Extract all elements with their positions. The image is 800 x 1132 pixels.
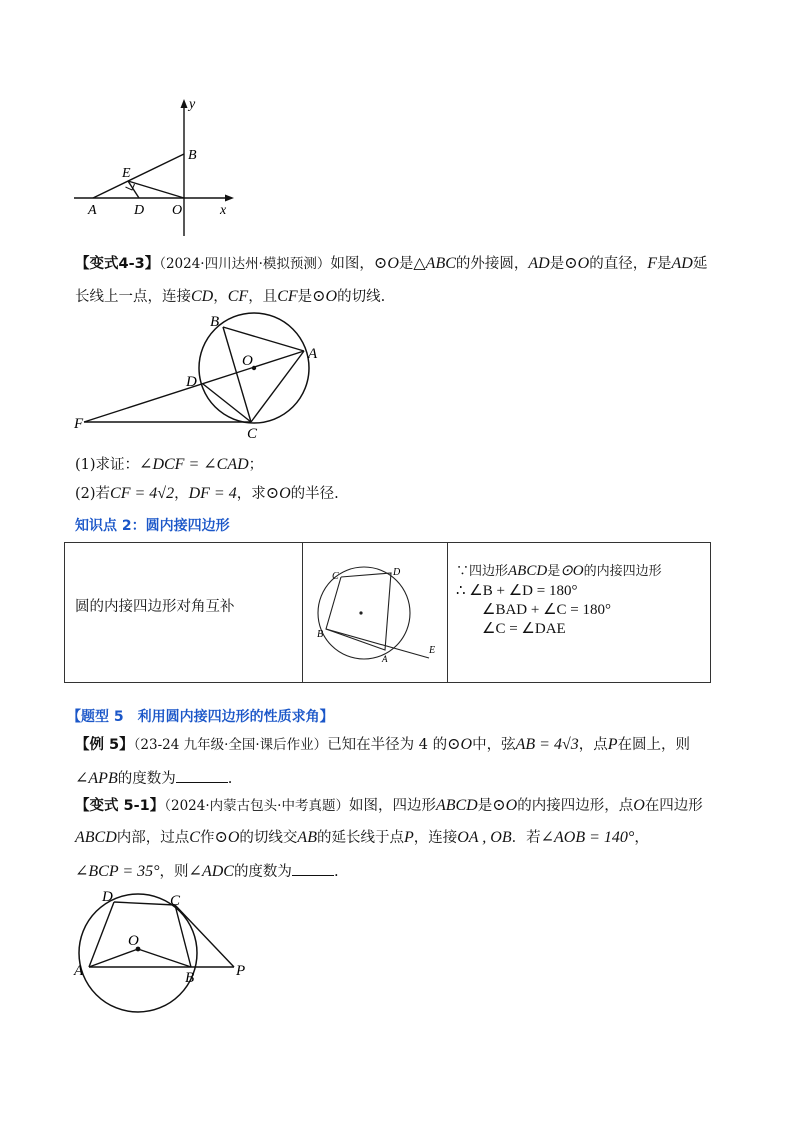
text: ∠C = ∠DAE: [482, 621, 566, 637]
text: ∴ ∠B + ∠D = 180°: [456, 583, 578, 599]
text: ∠BAD + ∠C = 180°: [482, 602, 611, 618]
math-angle-aob: ∠AOB = 140°: [540, 829, 635, 846]
math-f: F: [647, 255, 657, 272]
text: 如图，: [330, 256, 374, 272]
math-c: C: [189, 829, 200, 846]
label-A: A: [382, 654, 388, 663]
answer-blank[interactable]: [176, 768, 228, 783]
math-ab: AB: [297, 829, 317, 846]
variant51-tag: 【变式 5-1】: [75, 798, 165, 814]
math-ad: AD: [528, 255, 550, 272]
math-o: O: [633, 797, 645, 814]
label-y: y: [189, 97, 196, 112]
text: 是: [549, 256, 565, 272]
text: ，: [174, 486, 189, 502]
text: 是: [398, 256, 414, 272]
math-angle-apb: ∠APB: [75, 770, 118, 787]
label-P: P: [236, 963, 246, 979]
variant43-tag: 【变式4-3】: [75, 256, 160, 272]
text: 的外接圆，: [455, 256, 529, 272]
table-cell-reasoning: [448, 543, 710, 682]
label-B: B: [210, 314, 220, 330]
table-cell-text: [65, 543, 303, 682]
math-cd: CD: [191, 288, 214, 305]
label-D: D: [102, 889, 113, 905]
y-axis-arrow-icon: [181, 99, 188, 108]
math-circle-o: ⊙O: [492, 797, 518, 814]
text: 的切线交: [239, 830, 298, 846]
text: .: [227, 771, 233, 787]
text: ，连接: [413, 830, 458, 846]
text: 的直径，: [589, 256, 648, 272]
math-circle-o: ⊙O: [265, 485, 291, 502]
math-angle-eq: ∠DCF = ∠CAD: [139, 456, 249, 473]
label-O: O: [172, 203, 183, 218]
text: 在圆上，则: [617, 737, 691, 753]
reasoning-line4: [482, 619, 566, 640]
variant43-source: （2024·四川达州·模拟预测）: [159, 256, 331, 272]
variant51-line3: [75, 861, 339, 882]
variant43-question1: [75, 455, 263, 475]
text: 长线上一点，连接: [75, 289, 191, 305]
text: 的度数为: [117, 771, 176, 787]
text: 是: [547, 564, 561, 579]
text: ，点: [578, 737, 608, 753]
text: 是: [477, 798, 493, 814]
text: 是: [656, 256, 672, 272]
label-C: C: [247, 426, 258, 442]
type5-title: 【题型 5 利用圆内接四边形的性质求角】: [67, 709, 334, 725]
text: 作: [199, 830, 215, 846]
label-D: D: [186, 374, 197, 390]
cell-statement: 圆的内接四边形对角互补: [75, 599, 235, 615]
center-dot-icon: [359, 611, 362, 614]
figure-cyclic-quad-tangent: [64, 885, 264, 1015]
text: ，: [634, 830, 649, 846]
label-x: x: [220, 203, 227, 218]
text: .: [333, 864, 339, 880]
label-O: O: [242, 353, 253, 369]
example5-line2: [75, 768, 232, 789]
math-angle-adc: ∠ADC: [188, 863, 234, 880]
math-circle-o: ⊙O: [214, 829, 240, 846]
label-A: A: [88, 203, 97, 218]
label-E: E: [429, 645, 436, 656]
variant43-question2: [75, 484, 339, 504]
figure-inscribed-quad: [309, 563, 445, 663]
text: ∵四边形: [456, 564, 509, 579]
answer-blank[interactable]: [292, 861, 334, 876]
math-p: P: [403, 829, 414, 846]
variant51-source: （2024·内蒙古包头·中考真题）: [164, 798, 349, 814]
figure-circle-tangent: [64, 310, 334, 445]
label-B: B: [185, 970, 195, 986]
math-circle-o: ⊙O: [373, 255, 399, 272]
text: (1)求证：: [75, 457, 140, 473]
text: ．若: [511, 830, 541, 846]
variant43-line1: [75, 254, 707, 274]
text: 如图，四边形: [348, 798, 436, 814]
variant43-line2: [75, 287, 385, 307]
math-abcd: ABCD: [508, 563, 548, 579]
math-cf-value: CF = 4√2: [110, 485, 175, 502]
text: ，: [213, 289, 228, 305]
reasoning-line3: [482, 600, 611, 621]
label-A: A: [308, 346, 318, 362]
text: ，则: [159, 864, 189, 880]
knowledge2-table: [64, 542, 711, 683]
x-axis-arrow-icon: [225, 195, 234, 202]
example5-line1: [75, 735, 690, 755]
text: ，求: [236, 486, 266, 502]
text: 已知在半径为 4 的: [327, 737, 448, 753]
text: 的延长线于点: [316, 830, 404, 846]
text: 的半径.: [290, 486, 339, 502]
label-D: D: [134, 203, 145, 218]
math-circle-o: ⊙O: [564, 255, 590, 272]
reasoning-line2: [456, 581, 577, 602]
text: ；: [248, 457, 264, 473]
math-cf: CF: [227, 288, 249, 305]
math-p: P: [607, 736, 618, 753]
table-cell-figure: [303, 543, 448, 682]
math-df-value: DF = 4: [188, 485, 237, 502]
math-circle-o: ⊙O: [312, 288, 338, 305]
label-C: C: [170, 893, 181, 909]
math-abcd: ABCD: [435, 797, 478, 814]
variant51-line1: [75, 796, 703, 816]
text: 在四边形: [644, 798, 703, 814]
text: 的内接四边形: [583, 564, 662, 579]
math-ab-value: AB = 4√3: [515, 736, 579, 753]
text: 内部，过点: [116, 830, 190, 846]
example5-source: （23-24 九年级·全国·课后作业）: [133, 737, 328, 753]
math-angle-bcp: ∠BCP = 35°: [75, 863, 160, 880]
text: 是: [297, 289, 313, 305]
math-circle-o: ⊙O: [560, 563, 584, 579]
math-oa-ob: OA , OB: [457, 829, 512, 846]
text: ，且: [248, 289, 278, 305]
label-E: E: [122, 166, 131, 181]
math-abcd: ABCD: [75, 829, 117, 846]
text: 的切线.: [337, 289, 386, 305]
label-B: B: [188, 148, 197, 163]
math-ad: AD: [671, 255, 693, 272]
label-D: D: [393, 567, 401, 578]
label-A: A: [74, 963, 84, 979]
text: (2)若: [75, 486, 111, 502]
label-F: F: [74, 416, 84, 432]
example5-tag: 【例 5】: [75, 737, 134, 753]
label-B: B: [317, 629, 324, 640]
label-O: O: [128, 933, 139, 949]
label-C: C: [332, 571, 339, 582]
math-circle-o: ⊙O: [447, 736, 473, 753]
reasoning-line1: [456, 561, 662, 582]
text: 延: [692, 256, 708, 272]
knowledge2-title: 知识点 2：圆内接四边形: [75, 518, 230, 534]
text: 中，弦: [472, 737, 516, 753]
text: 的内接四边形，点: [517, 798, 634, 814]
figure-coordinate-sketch: [68, 96, 248, 241]
math-triangle-abc: △ABC: [413, 255, 456, 272]
math-cf: CF: [277, 288, 298, 305]
text: 的度数为: [233, 864, 292, 880]
variant51-line2: [75, 828, 649, 848]
